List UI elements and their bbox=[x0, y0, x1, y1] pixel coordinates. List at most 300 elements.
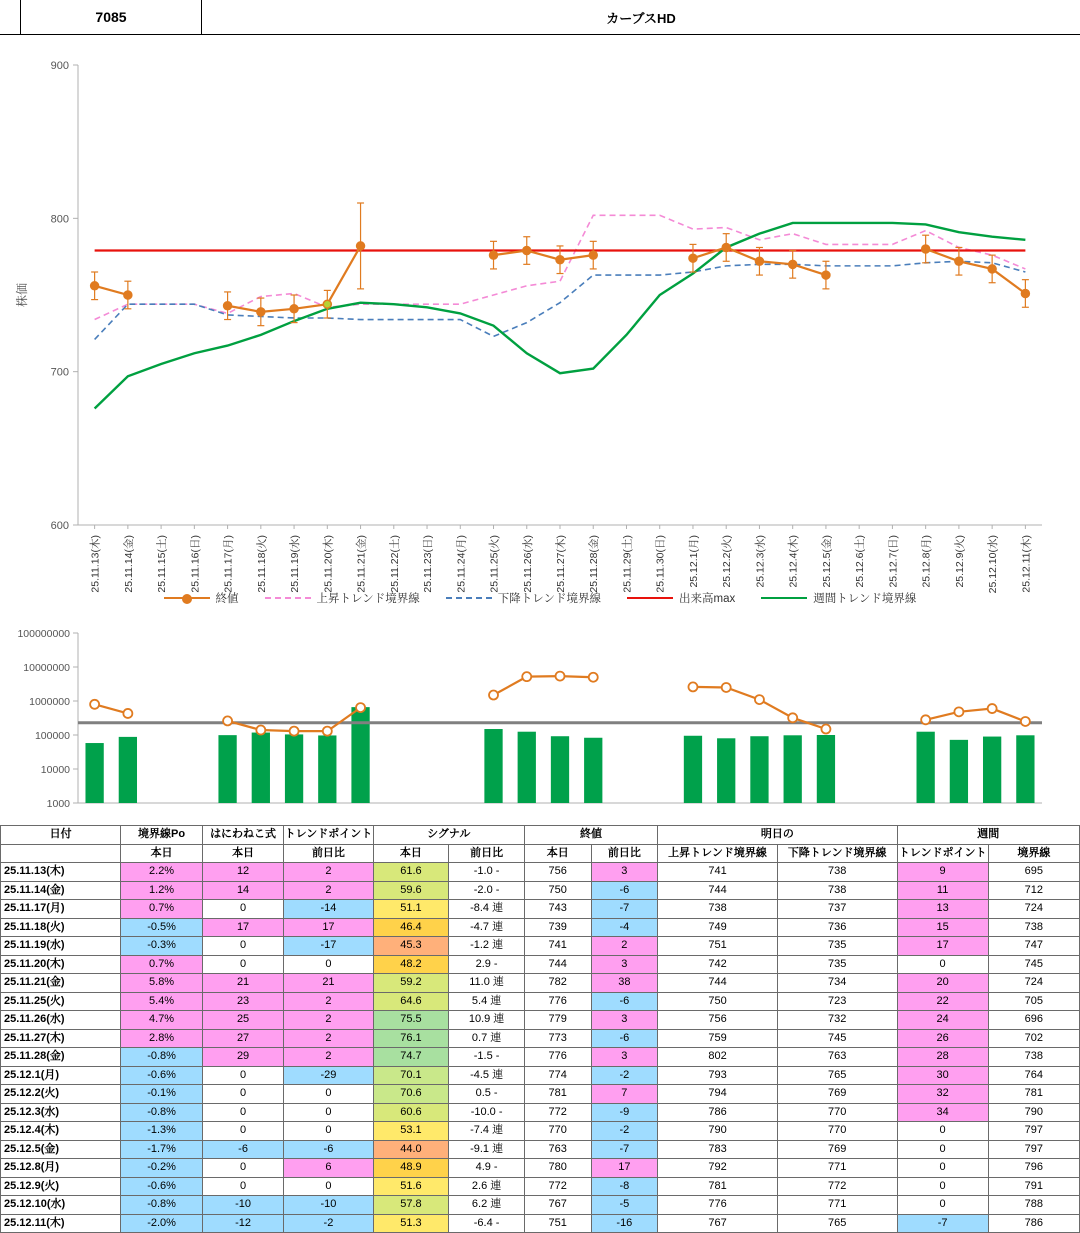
table-cell: 0 bbox=[897, 1196, 988, 1215]
table-cell: 723 bbox=[777, 992, 897, 1011]
price-x-tick: 25.12.7(日) bbox=[887, 535, 900, 588]
table-cell: 738 bbox=[988, 918, 1079, 937]
price-data-point bbox=[722, 243, 730, 251]
table-cell: 46.4 bbox=[373, 918, 449, 937]
table-cell: 7 bbox=[591, 1085, 658, 1104]
table-cell: 738 bbox=[777, 863, 897, 882]
table-cell: 0 bbox=[202, 1177, 284, 1196]
table-cell: -1.3% bbox=[121, 1122, 203, 1141]
price-x-tick: 25.12.10(水) bbox=[987, 535, 1000, 594]
table-cell: -1.5 - bbox=[449, 1048, 525, 1067]
table-cell: 11 bbox=[897, 881, 988, 900]
table-cell: -0.2% bbox=[121, 1159, 203, 1178]
volume-bar bbox=[285, 734, 303, 803]
table-cell: 0 bbox=[897, 1177, 988, 1196]
table-cell: 75.5 bbox=[373, 1011, 449, 1030]
table-cell: 60.6 bbox=[373, 1103, 449, 1122]
price-x-tick: 25.11.24(月) bbox=[455, 535, 468, 593]
table-cell: 767 bbox=[524, 1196, 591, 1215]
table-group-header-row bbox=[1, 826, 1080, 845]
table-row bbox=[1, 955, 1080, 974]
table-sub-header: 本日 bbox=[202, 844, 284, 863]
table-cell: 57.8 bbox=[373, 1196, 449, 1215]
volume-bar bbox=[551, 736, 569, 803]
table-cell: 781 bbox=[524, 1085, 591, 1104]
volume-data-point bbox=[123, 709, 132, 718]
volume-data-point bbox=[489, 691, 498, 700]
table-cell: 25.12.2(火) bbox=[1, 1085, 121, 1104]
table-cell: -2 bbox=[591, 1066, 658, 1085]
volume-chart-svg bbox=[0, 625, 1080, 825]
table-cell: 3 bbox=[591, 955, 658, 974]
table-sub-header: 下降トレンド境界線 bbox=[777, 844, 897, 863]
price-x-tick: 25.11.16(日) bbox=[189, 535, 202, 593]
table-cell: 13 bbox=[897, 900, 988, 919]
table-cell: 738 bbox=[988, 1048, 1079, 1067]
table-cell: 797 bbox=[988, 1122, 1079, 1141]
price-x-tick: 25.11.30(日) bbox=[654, 535, 667, 593]
price-x-tick: 25.11.28(金) bbox=[588, 535, 601, 593]
volume-bar bbox=[717, 738, 735, 803]
volume-bar bbox=[817, 735, 835, 803]
table-cell: -0.8% bbox=[121, 1048, 203, 1067]
table-cell: 744 bbox=[524, 955, 591, 974]
table-cell: 25 bbox=[202, 1011, 284, 1030]
volume-data-point bbox=[90, 700, 99, 709]
table-cell: 0.7% bbox=[121, 955, 203, 974]
table-cell: 779 bbox=[524, 1011, 591, 1030]
table-cell: 2.9 - bbox=[449, 955, 525, 974]
table-sub-header: 本日 bbox=[121, 844, 203, 863]
price-data-point bbox=[290, 305, 298, 313]
table-cell: 2 bbox=[284, 992, 373, 1011]
sheet-header bbox=[0, 0, 1080, 35]
volume-bar bbox=[518, 732, 536, 803]
table-cell: 45.3 bbox=[373, 937, 449, 956]
table-row bbox=[1, 900, 1080, 919]
table-cell: -0.6% bbox=[121, 1066, 203, 1085]
volume-data-point bbox=[788, 713, 797, 722]
table-cell: -16 bbox=[591, 1214, 658, 1233]
table-cell: 742 bbox=[658, 955, 778, 974]
table-cell: -2.0 - bbox=[449, 881, 525, 900]
table-sub-header: 本日 bbox=[524, 844, 591, 863]
table-cell: 793 bbox=[658, 1066, 778, 1085]
table-cell: 749 bbox=[658, 918, 778, 937]
table-cell: 74.7 bbox=[373, 1048, 449, 1067]
table-row bbox=[1, 1029, 1080, 1048]
table-cell: 750 bbox=[658, 992, 778, 1011]
table-cell: 772 bbox=[524, 1177, 591, 1196]
volume-bar bbox=[484, 729, 502, 803]
table-cell: 48.2 bbox=[373, 955, 449, 974]
table-cell: 741 bbox=[658, 863, 778, 882]
price-x-tick: 25.11.22(土) bbox=[388, 535, 401, 593]
table-cell: 2.6 連 bbox=[449, 1177, 525, 1196]
table-cell: 25.11.21(金) bbox=[1, 974, 121, 993]
table-cell: -7 bbox=[591, 900, 658, 919]
table-cell: 791 bbox=[988, 1177, 1079, 1196]
table-cell: -7 bbox=[897, 1214, 988, 1233]
table-cell: 15 bbox=[897, 918, 988, 937]
price-data-point bbox=[988, 265, 996, 273]
table-cell: 782 bbox=[524, 974, 591, 993]
table-cell: 2 bbox=[591, 937, 658, 956]
legend-swatch bbox=[627, 592, 673, 604]
price-data-point bbox=[523, 247, 531, 255]
table-cell: 738 bbox=[777, 881, 897, 900]
table-cell: -6 bbox=[591, 1029, 658, 1048]
table-cell: -4.7 連 bbox=[449, 918, 525, 937]
table-cell: 772 bbox=[777, 1177, 897, 1196]
volume-data-point bbox=[323, 727, 332, 736]
volume-bar bbox=[85, 743, 103, 803]
table-cell: -7 bbox=[591, 1140, 658, 1159]
table-row bbox=[1, 1196, 1080, 1215]
table-cell: 51.6 bbox=[373, 1177, 449, 1196]
price-x-tick: 25.11.18(火) bbox=[255, 535, 268, 593]
table-cell: -2 bbox=[591, 1122, 658, 1141]
table-cell: 745 bbox=[777, 1029, 897, 1048]
table-cell: -1.2 連 bbox=[449, 937, 525, 956]
table-cell: 780 bbox=[524, 1159, 591, 1178]
table-cell: 0 bbox=[202, 1159, 284, 1178]
table-cell: 25.11.13(木) bbox=[1, 863, 121, 882]
table-cell: -17 bbox=[284, 937, 373, 956]
table-cell: -2 bbox=[284, 1214, 373, 1233]
volume-y-tick: 1000000 bbox=[29, 696, 70, 708]
price-y-axis-title: 株価 bbox=[15, 282, 29, 308]
stock-code: 7085 bbox=[21, 0, 202, 34]
table-cell: 17 bbox=[591, 1159, 658, 1178]
table-cell: 64.6 bbox=[373, 992, 449, 1011]
table-cell: 25.11.20(木) bbox=[1, 955, 121, 974]
table-cell: -0.3% bbox=[121, 937, 203, 956]
table-cell: -14 bbox=[284, 900, 373, 919]
volume-data-point bbox=[755, 695, 764, 704]
table-sub-header: 前日比 bbox=[449, 844, 525, 863]
table-cell: 732 bbox=[777, 1011, 897, 1030]
table-cell: 2.2% bbox=[121, 863, 203, 882]
table-cell: 743 bbox=[524, 900, 591, 919]
table-cell: 790 bbox=[658, 1122, 778, 1141]
legend-item-2 bbox=[446, 590, 601, 606]
table-cell: 30 bbox=[897, 1066, 988, 1085]
table-row bbox=[1, 1011, 1080, 1030]
table-cell: 25.11.27(木) bbox=[1, 1029, 121, 1048]
price-y-tick: 800 bbox=[50, 213, 69, 226]
price-x-tick: 25.11.15(土) bbox=[156, 535, 169, 593]
price-data-point bbox=[490, 251, 498, 259]
volume-data-point bbox=[1021, 717, 1030, 726]
volume-data-point bbox=[356, 703, 365, 712]
table-cell: 751 bbox=[524, 1214, 591, 1233]
table-cell: 744 bbox=[658, 974, 778, 993]
table-cell: 21 bbox=[284, 974, 373, 993]
table-cell: 0 bbox=[284, 1177, 373, 1196]
table-cell: 0 bbox=[202, 955, 284, 974]
volume-bar bbox=[983, 737, 1001, 803]
table-sub-header: 上昇トレンド境界線 bbox=[658, 844, 778, 863]
table-cell: 794 bbox=[658, 1085, 778, 1104]
volume-bar bbox=[584, 738, 602, 803]
table-row bbox=[1, 863, 1080, 882]
price-data-point bbox=[257, 308, 265, 316]
table-cell: 4.7% bbox=[121, 1011, 203, 1030]
price-x-tick: 25.11.20(木) bbox=[322, 535, 335, 593]
volume-data-point bbox=[589, 673, 598, 682]
table-cell: -0.8% bbox=[121, 1103, 203, 1122]
table-cell: 70.1 bbox=[373, 1066, 449, 1085]
stock-name: カーブスHD bbox=[606, 10, 676, 26]
price-x-tick: 25.11.27(木) bbox=[555, 535, 567, 593]
price-y-tick: 600 bbox=[50, 520, 69, 532]
table-cell: 2.8% bbox=[121, 1029, 203, 1048]
table-cell: 770 bbox=[777, 1122, 897, 1141]
price-x-tick: 25.11.26(水) bbox=[521, 535, 534, 593]
table-cell: 25.12.5(金) bbox=[1, 1140, 121, 1159]
table-cell: 6 bbox=[284, 1159, 373, 1178]
table-group-header: 明日の bbox=[658, 826, 897, 845]
table-cell: 22 bbox=[897, 992, 988, 1011]
table-cell: -5 bbox=[591, 1196, 658, 1215]
table-cell: 771 bbox=[777, 1159, 897, 1178]
table-cell: 3 bbox=[591, 863, 658, 882]
table-cell: 25.12.8(月) bbox=[1, 1159, 121, 1178]
table-cell: 24 bbox=[897, 1011, 988, 1030]
table-cell: 0.5 - bbox=[449, 1085, 525, 1104]
table-cell: 745 bbox=[988, 955, 1079, 974]
table-cell: 14 bbox=[202, 881, 284, 900]
table-cell: 796 bbox=[988, 1159, 1079, 1178]
table-cell: -6 bbox=[591, 881, 658, 900]
table-cell: 756 bbox=[524, 863, 591, 882]
table-cell: 2 bbox=[284, 1029, 373, 1048]
volume-y-tick: 100000000 bbox=[17, 628, 70, 640]
table-cell: 738 bbox=[658, 900, 778, 919]
price-data-point bbox=[224, 302, 232, 310]
table-cell: 751 bbox=[658, 937, 778, 956]
price-x-tick: 25.11.14(金) bbox=[122, 535, 135, 593]
table-cell: -9 bbox=[591, 1103, 658, 1122]
table-cell: 25.12.11(木) bbox=[1, 1214, 121, 1233]
table-cell: 0 bbox=[284, 1085, 373, 1104]
table-cell: 25.12.4(木) bbox=[1, 1122, 121, 1141]
table-cell: 724 bbox=[988, 974, 1079, 993]
table-cell: -4 bbox=[591, 918, 658, 937]
table-cell: 51.3 bbox=[373, 1214, 449, 1233]
table-cell: 17 bbox=[284, 918, 373, 937]
table-cell: 3 bbox=[591, 1011, 658, 1030]
price-x-tick: 25.11.13(木) bbox=[89, 535, 102, 593]
table-cell: 776 bbox=[524, 1048, 591, 1067]
table-cell: 0 bbox=[284, 955, 373, 974]
table-row bbox=[1, 1177, 1080, 1196]
table-cell: 0 bbox=[284, 1103, 373, 1122]
price-x-tick: 25.12.6(土) bbox=[854, 535, 867, 588]
price-x-tick: 25.11.23(日) bbox=[422, 535, 435, 593]
table-cell: 25.11.25(火) bbox=[1, 992, 121, 1011]
table-cell: 788 bbox=[988, 1196, 1079, 1215]
table-row bbox=[1, 881, 1080, 900]
table-cell: 10.9 連 bbox=[449, 1011, 525, 1030]
table-cell: 25.11.26(水) bbox=[1, 1011, 121, 1030]
table-cell: -1.7% bbox=[121, 1140, 203, 1159]
price-x-tick: 25.11.29(土) bbox=[621, 535, 634, 593]
header-spacer bbox=[0, 0, 21, 34]
table-cell: 781 bbox=[658, 1177, 778, 1196]
table-cell: 28 bbox=[897, 1048, 988, 1067]
table-cell: 25.11.19(水) bbox=[1, 937, 121, 956]
table-row bbox=[1, 937, 1080, 956]
table-cell: 23 bbox=[202, 992, 284, 1011]
table-cell: 2 bbox=[284, 1011, 373, 1030]
volume-y-tick: 10000000 bbox=[23, 662, 70, 674]
price-x-tick: 25.12.4(木) bbox=[787, 535, 800, 588]
volume-bar bbox=[1016, 735, 1034, 803]
table-row bbox=[1, 1103, 1080, 1122]
table-row bbox=[1, 1159, 1080, 1178]
price-x-tick: 25.12.5(金) bbox=[820, 535, 833, 588]
table-cell: 724 bbox=[988, 900, 1079, 919]
price-data-point bbox=[822, 271, 830, 279]
legend-swatch bbox=[164, 592, 210, 604]
table-cell: -6.4 - bbox=[449, 1214, 525, 1233]
table-row bbox=[1, 1048, 1080, 1067]
price-data-point bbox=[91, 282, 99, 290]
volume-bar bbox=[318, 735, 336, 803]
price-x-tick: 25.11.17(月) bbox=[222, 535, 235, 593]
table-row bbox=[1, 1140, 1080, 1159]
table-group-header: シグナル bbox=[373, 826, 524, 845]
volume-bar bbox=[784, 735, 802, 803]
table-cell: 770 bbox=[524, 1122, 591, 1141]
table-cell: 764 bbox=[988, 1066, 1079, 1085]
table-cell: 70.6 bbox=[373, 1085, 449, 1104]
table-cell: -0.1% bbox=[121, 1085, 203, 1104]
table-cell: 737 bbox=[777, 900, 897, 919]
table-group-header: 境界線Po bbox=[121, 826, 203, 845]
table-cell: -8.4 連 bbox=[449, 900, 525, 919]
price-x-tick: 25.12.11(木) bbox=[1020, 535, 1033, 593]
data-table bbox=[0, 825, 1080, 1233]
table-cell: 0 bbox=[202, 937, 284, 956]
volume-data-point bbox=[821, 725, 830, 734]
table-row bbox=[1, 1122, 1080, 1141]
legend-swatch bbox=[265, 592, 311, 604]
table-cell: 27 bbox=[202, 1029, 284, 1048]
table-cell: 0 bbox=[897, 1159, 988, 1178]
table-cell: 0 bbox=[897, 955, 988, 974]
table-cell: 0 bbox=[897, 1140, 988, 1159]
table-cell: 769 bbox=[777, 1085, 897, 1104]
price-x-tick: 25.11.21(金) bbox=[355, 535, 368, 593]
price-data-point bbox=[755, 257, 763, 265]
table-cell: 0.7% bbox=[121, 900, 203, 919]
legend-item-1 bbox=[265, 590, 420, 606]
price-x-tick: 25.12.1(月) bbox=[687, 535, 700, 588]
price-x-tick: 25.12.3(水) bbox=[754, 535, 767, 588]
table-cell: 44.0 bbox=[373, 1140, 449, 1159]
table-cell: 734 bbox=[777, 974, 897, 993]
table-cell: 790 bbox=[988, 1103, 1079, 1122]
table-cell: 38 bbox=[591, 974, 658, 993]
volume-data-point bbox=[556, 672, 565, 681]
price-y-tick: 900 bbox=[50, 60, 69, 72]
table-cell: 696 bbox=[988, 1011, 1079, 1030]
table-cell: 744 bbox=[658, 881, 778, 900]
table-cell: 11.0 連 bbox=[449, 974, 525, 993]
table-cell: 0 bbox=[284, 1122, 373, 1141]
table-cell: 0 bbox=[202, 1066, 284, 1085]
table-cell: -12 bbox=[202, 1214, 284, 1233]
table-cell: 25.11.18(火) bbox=[1, 918, 121, 937]
table-cell: 2 bbox=[284, 863, 373, 882]
table-cell: 53.1 bbox=[373, 1122, 449, 1141]
table-cell: 767 bbox=[658, 1214, 778, 1233]
legend-swatch bbox=[446, 592, 492, 604]
table-cell: -0.8% bbox=[121, 1196, 203, 1215]
table-cell: 0 bbox=[897, 1122, 988, 1141]
table-row bbox=[1, 1066, 1080, 1085]
legend-label: 下降トレンド境界線 bbox=[497, 593, 601, 605]
table-cell: 3 bbox=[591, 1048, 658, 1067]
table-cell: -29 bbox=[284, 1066, 373, 1085]
price-chart-legend bbox=[0, 590, 1080, 606]
table-cell: 759 bbox=[658, 1029, 778, 1048]
table-cell: 21 bbox=[202, 974, 284, 993]
table-cell: -7.4 連 bbox=[449, 1122, 525, 1141]
price-x-tick: 25.12.9(火) bbox=[953, 535, 966, 588]
table-cell: 739 bbox=[524, 918, 591, 937]
price-data-point bbox=[589, 251, 597, 259]
price-data-point bbox=[1021, 289, 1029, 297]
table-cell: 702 bbox=[988, 1029, 1079, 1048]
table-cell: 712 bbox=[988, 881, 1079, 900]
table-cell: 1.2% bbox=[121, 881, 203, 900]
volume-data-point bbox=[522, 672, 531, 681]
table-sub-header: トレンドポイント bbox=[897, 844, 988, 863]
volume-data-point bbox=[223, 716, 232, 725]
table-cell: 786 bbox=[658, 1103, 778, 1122]
table-cell: 0 bbox=[202, 1122, 284, 1141]
price-data-point bbox=[323, 300, 331, 308]
table-cell: 763 bbox=[524, 1140, 591, 1159]
table-cell: 0 bbox=[202, 1085, 284, 1104]
table-cell: -6 bbox=[202, 1140, 284, 1159]
volume-chart bbox=[0, 625, 1080, 825]
table-cell: 736 bbox=[777, 918, 897, 937]
table-cell: -4.5 連 bbox=[449, 1066, 525, 1085]
table-cell: 59.6 bbox=[373, 881, 449, 900]
table-cell: -10 bbox=[284, 1196, 373, 1215]
volume-y-tick: 100000 bbox=[34, 730, 70, 742]
price-x-tick: 25.12.8(月) bbox=[920, 535, 933, 588]
price-data-point bbox=[556, 256, 564, 264]
table-cell: 695 bbox=[988, 863, 1079, 882]
table-row bbox=[1, 1214, 1080, 1233]
table-sub-header bbox=[1, 844, 121, 863]
table-cell: 9 bbox=[897, 863, 988, 882]
table-cell: 5.4 連 bbox=[449, 992, 525, 1011]
legend-label: 終値 bbox=[215, 593, 239, 605]
table-cell: 705 bbox=[988, 992, 1079, 1011]
volume-bar bbox=[252, 733, 270, 803]
table-row bbox=[1, 918, 1080, 937]
table-cell: 12 bbox=[202, 863, 284, 882]
table-cell: 26 bbox=[897, 1029, 988, 1048]
price-data-point bbox=[689, 254, 697, 262]
